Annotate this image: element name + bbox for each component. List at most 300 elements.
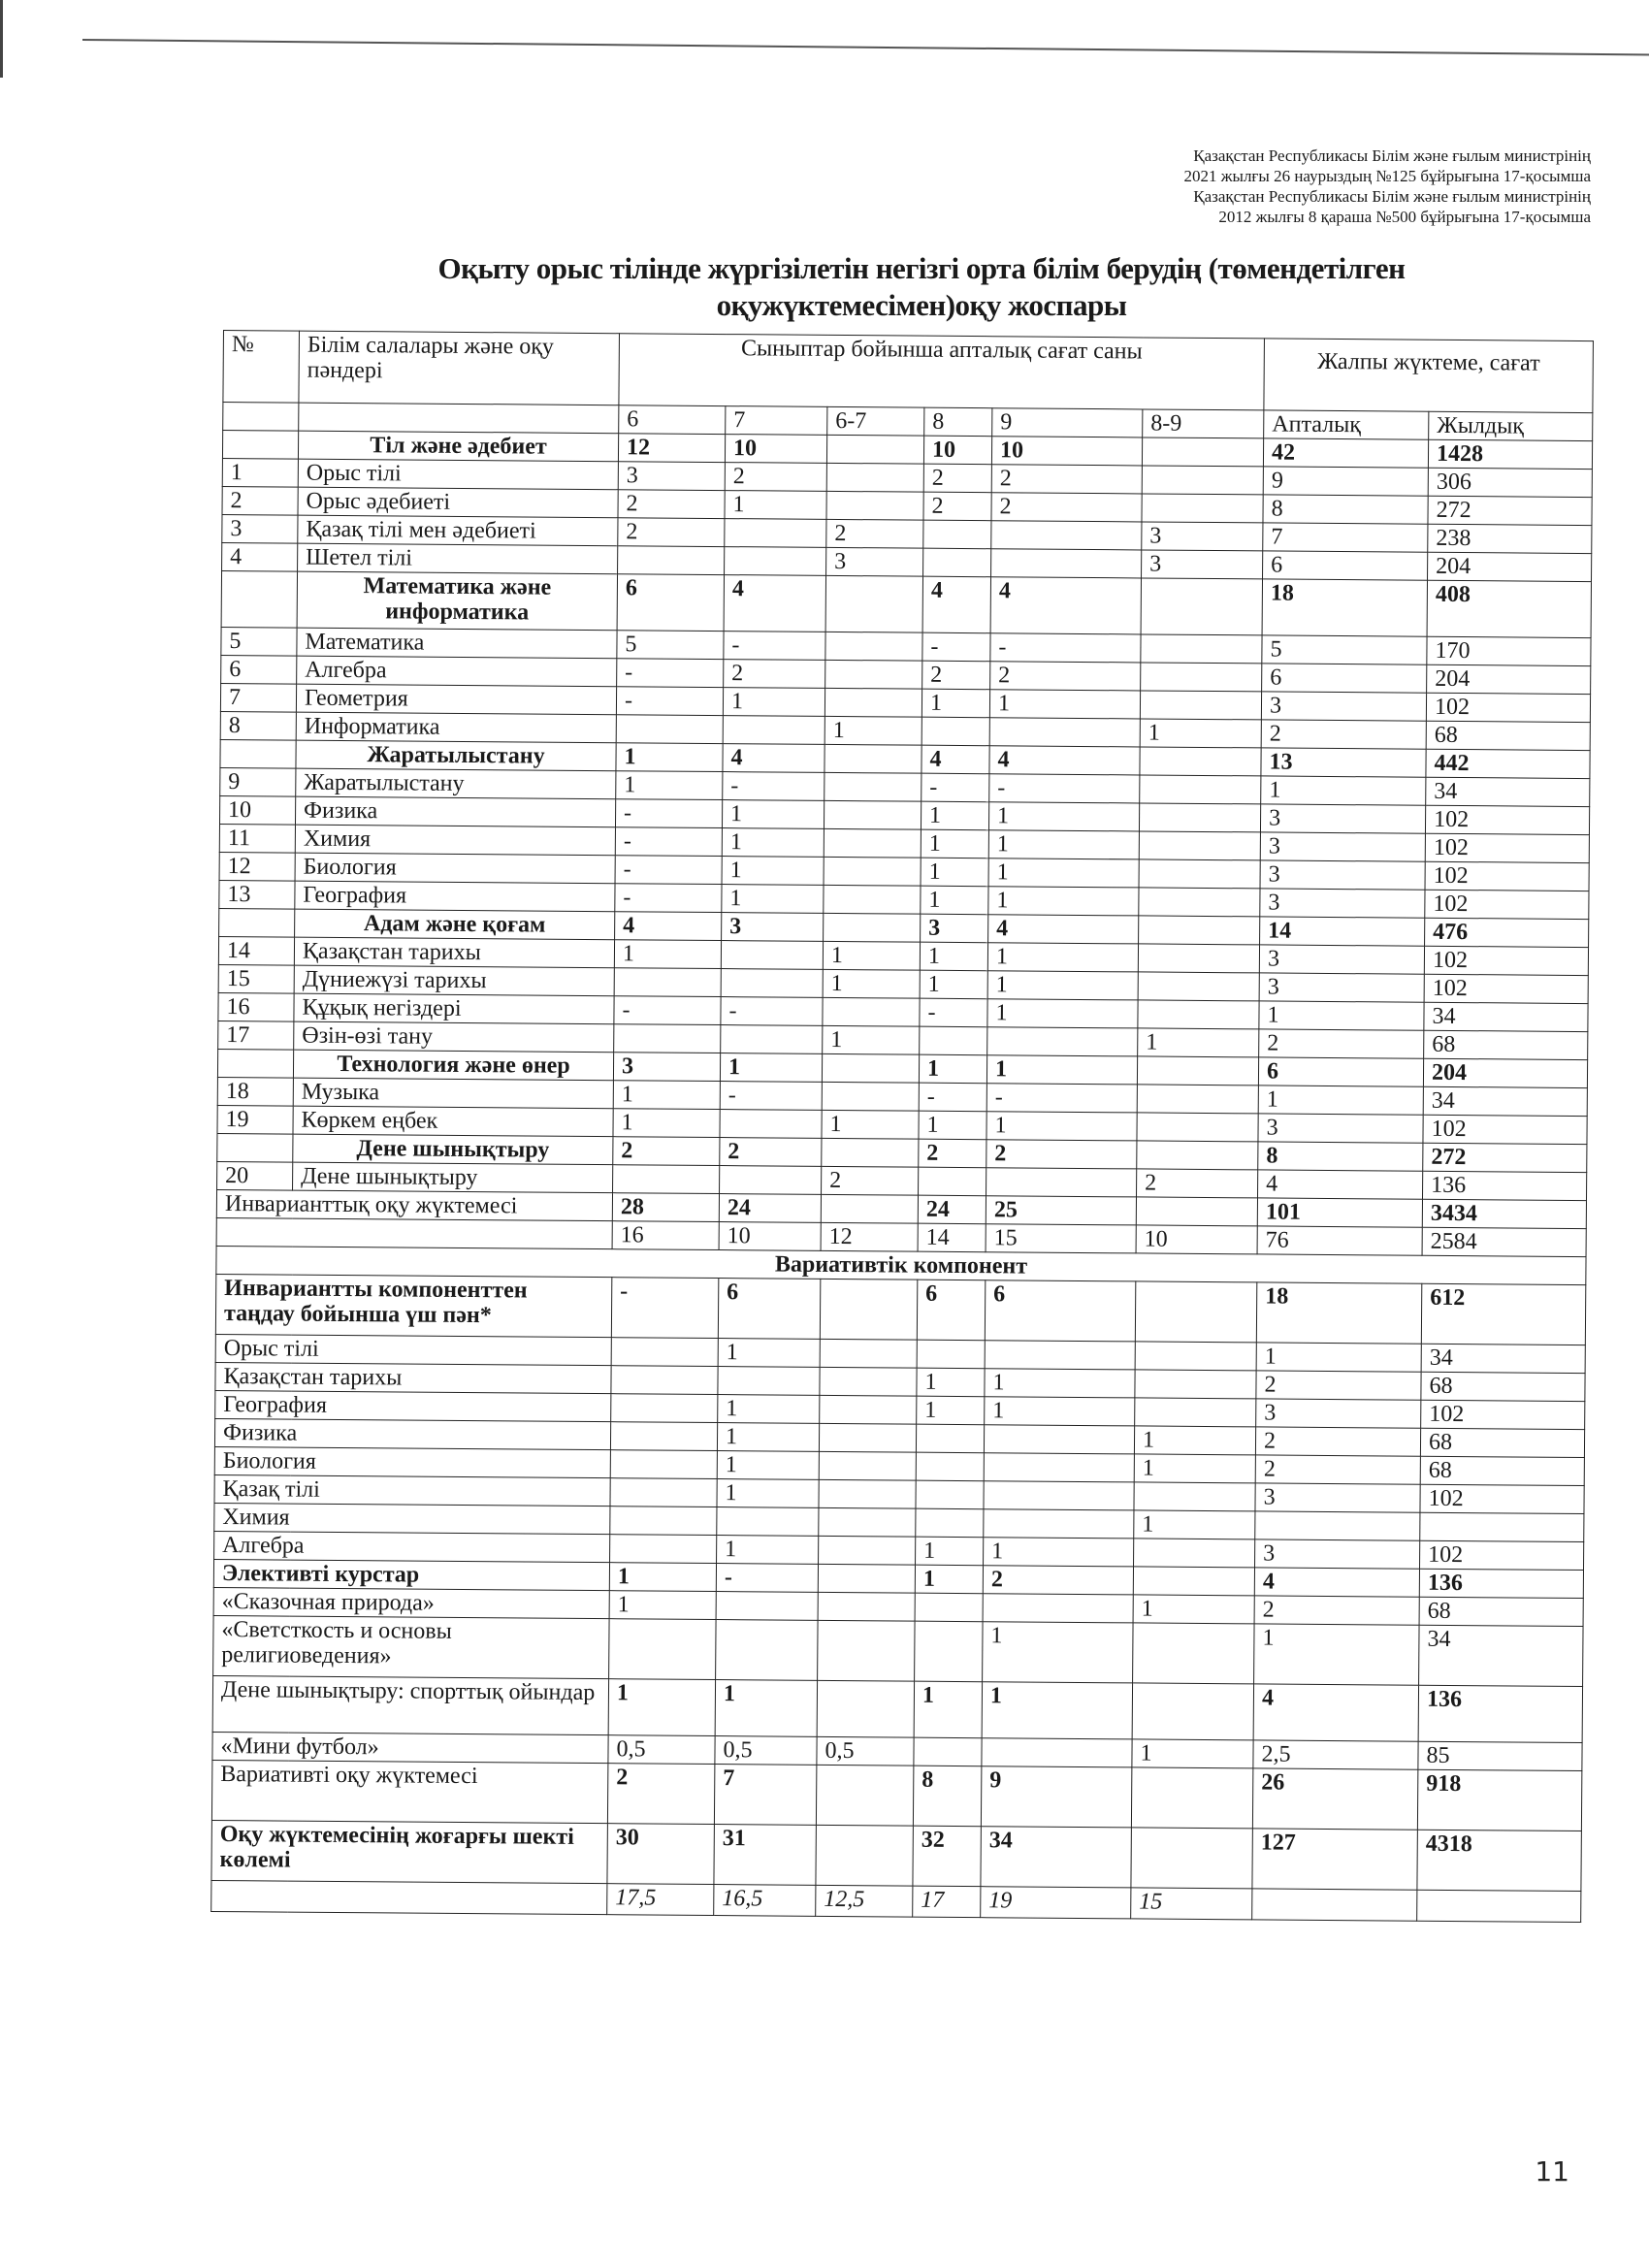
yearly-total-cell: 68 <box>1421 1372 1585 1401</box>
subject-name: Элективті курстар <box>213 1559 609 1590</box>
grade-hours-cell: - <box>986 1084 1137 1113</box>
grade-hours-cell: - <box>614 996 721 1025</box>
grade-hours-cell <box>1142 466 1263 495</box>
grade-hours-cell: 1 <box>616 771 723 800</box>
grade-hours-cell: 2 <box>618 518 725 547</box>
grade-hours-cell: 2 <box>923 492 991 521</box>
grade-hours-cell <box>825 660 922 689</box>
weekly-header: Апталық <box>1264 410 1429 439</box>
grade-hours-cell <box>1137 1141 1258 1170</box>
yearly-total-cell: 136 <box>1423 1171 1587 1200</box>
grade-hours-cell: 6 <box>718 1279 820 1340</box>
row-number: 3 <box>222 514 298 543</box>
yearly-total-cell: 102 <box>1424 974 1588 1003</box>
yearly-total-cell: 34 <box>1421 1344 1585 1373</box>
grade-hours-cell: 1 <box>1134 1454 1255 1483</box>
grade-hours-cell: 2 <box>983 1566 1133 1595</box>
grade-hours-cell <box>986 1168 1137 1197</box>
grade-hours-cell: 1 <box>985 1369 1135 1398</box>
grade-hours-cell <box>818 1564 915 1593</box>
grade-hours-cell <box>1132 1683 1254 1740</box>
grade-hours-cell: 1 <box>921 801 988 830</box>
grade-hours-cell <box>1142 437 1263 467</box>
weekly-total-cell: 2,5 <box>1253 1740 1418 1769</box>
grade-hours-cell: 4 <box>922 576 990 633</box>
yearly-total-cell: 1428 <box>1428 439 1592 469</box>
subject-name: Инварианттық оқу жүктемесі <box>216 1189 612 1220</box>
grade-hours-cell: 1 <box>823 1025 920 1054</box>
grade-hours-cell: 1 <box>986 1112 1137 1141</box>
grade-hours-cell: 3 <box>618 462 725 491</box>
grade-hours-cell <box>816 1765 913 1826</box>
weekly-total-cell: 2 <box>1256 1371 1421 1400</box>
subject-name: Музыка <box>293 1078 613 1109</box>
weekly-total-cell: 7 <box>1263 523 1428 552</box>
grade-hours-cell: 7 <box>714 1765 816 1826</box>
row-number <box>217 1133 293 1162</box>
yearly-total-cell: 102 <box>1423 1115 1587 1144</box>
grade-hours-cell: 3 <box>722 913 824 942</box>
subject-name: Дүниежүзі тарихы <box>294 965 614 996</box>
yearly-total-cell: 2584 <box>1422 1227 1586 1256</box>
grade-hours-cell: - <box>616 687 723 716</box>
grade-hours-cell: 2 <box>922 661 990 690</box>
grade-hours-cell: 1 <box>989 690 1140 719</box>
grade-hours-cell: 0,5 <box>608 1735 715 1765</box>
grade-hours-cell: 1 <box>715 1680 817 1737</box>
grade-hours-cell: 2 <box>826 519 923 548</box>
grade-hours-cell: - <box>723 772 824 801</box>
weekly-total-cell: 127 <box>1252 1829 1417 1890</box>
subject-name: Физика <box>295 796 615 827</box>
yearly-total-cell: 170 <box>1427 636 1591 665</box>
subject-name: Биология <box>214 1446 610 1477</box>
yearly-total-cell: 442 <box>1426 749 1590 778</box>
grade-hours-cell: - <box>615 799 722 828</box>
grade-hours-cell: - <box>922 773 989 802</box>
grade-hours-cell: 17,5 <box>607 1884 714 1916</box>
row-number <box>221 570 297 628</box>
weekly-total-cell: 4 <box>1253 1684 1418 1741</box>
yearly-total-cell: 272 <box>1428 496 1592 525</box>
grade-hours-cell: 28 <box>612 1193 719 1222</box>
grade-hours-cell: 2 <box>822 1166 919 1195</box>
grade-hours-cell: 12 <box>821 1222 918 1251</box>
appendix-note <box>1184 146 1591 227</box>
row-number: 12 <box>219 852 295 881</box>
grade-hours-cell <box>716 1620 818 1681</box>
row-number <box>220 739 296 768</box>
grade-header: 8-9 <box>1143 409 1264 438</box>
grade-hours-cell <box>609 1619 716 1680</box>
grade-hours-cell <box>820 1279 917 1340</box>
row-number: 4 <box>222 542 298 571</box>
weekly-total-cell: 3 <box>1256 1399 1421 1428</box>
grade-hours-cell: 1 <box>824 716 922 745</box>
grade-hours-cell: 1 <box>921 829 988 859</box>
grade-hours-cell <box>611 1394 718 1423</box>
grade-hours-cell: - <box>721 997 823 1026</box>
weekly-total-cell: 6 <box>1258 1057 1423 1086</box>
grade-hours-cell: 1 <box>915 1565 983 1594</box>
grade-hours-cell <box>983 1594 1133 1623</box>
row-number: 15 <box>218 964 294 993</box>
header-empty <box>299 403 619 434</box>
grade-hours-cell: 1 <box>917 1368 985 1397</box>
grade-hours-cell <box>824 857 921 886</box>
grade-hours-cell <box>916 1424 984 1453</box>
grade-hours-cell: - <box>617 659 724 688</box>
grade-hours-cell <box>915 1621 983 1682</box>
grade-hours-cell <box>725 519 826 548</box>
grade-hours-cell: 1 <box>609 1563 716 1592</box>
grade-hours-cell: 3 <box>921 914 988 943</box>
weekly-total-cell: 3 <box>1260 860 1425 890</box>
grade-hours-cell: 1 <box>722 800 824 829</box>
header-no: № <box>223 331 300 404</box>
weekly-total-cell: 13 <box>1261 748 1426 777</box>
yearly-total-cell: 102 <box>1425 833 1589 862</box>
weekly-total-cell: 101 <box>1257 1198 1422 1227</box>
grade-hours-cell: 4 <box>989 746 1140 775</box>
row-number: 17 <box>218 1021 294 1050</box>
document-title <box>291 250 1552 324</box>
grade-hours-cell: 1 <box>920 942 987 971</box>
grade-hours-cell <box>821 1194 918 1223</box>
subject-name: Көркем еңбек <box>293 1106 613 1137</box>
grade-hours-cell: 2 <box>720 1138 822 1167</box>
subject-name: Оқу жүктемесінің жоғарғы шекті көлемі <box>211 1820 607 1883</box>
title-line-2: оқужүктемесімен)оқу жоспары <box>716 288 1127 322</box>
grade-hours-cell <box>916 1452 984 1481</box>
yearly-total-cell: 68 <box>1426 721 1590 750</box>
subject-name: Биология <box>295 853 615 884</box>
grade-hours-cell: 1 <box>987 999 1138 1028</box>
grade-hours-cell <box>984 1509 1134 1539</box>
grade-hours-cell: 1 <box>985 1397 1135 1426</box>
subject-name: География <box>215 1390 611 1421</box>
grade-hours-cell: 2 <box>724 660 825 689</box>
subject-name: Дене шынықтыру <box>293 1162 613 1193</box>
grade-header: 8 <box>924 407 992 437</box>
grade-hours-cell <box>610 1450 717 1479</box>
weekly-total-cell: 1 <box>1261 776 1426 805</box>
grade-hours-cell <box>920 1026 987 1055</box>
subject-name: Орыс тілі <box>215 1334 611 1365</box>
weekly-total-cell: 4 <box>1258 1170 1423 1199</box>
grade-hours-cell <box>717 1507 819 1537</box>
grade-hours-cell: 16 <box>612 1221 719 1250</box>
subject-name: Қазақстан тарихы <box>215 1362 611 1393</box>
yearly-total-cell: 102 <box>1424 946 1588 975</box>
subject-name: Дене шынықтыру <box>293 1134 613 1165</box>
grade-hours-cell <box>818 1620 915 1681</box>
grade-hours-cell: 2 <box>990 662 1141 691</box>
weekly-total-cell: 3 <box>1260 889 1425 918</box>
grade-hours-cell <box>984 1425 1134 1454</box>
grade-hours-cell: 2 <box>725 463 826 492</box>
table-body <box>211 331 1594 1923</box>
row-number: 18 <box>217 1077 293 1106</box>
grade-hours-cell <box>824 688 922 717</box>
weekly-total-cell: 2 <box>1255 1455 1420 1484</box>
grade-hours-cell: 1 <box>722 885 824 914</box>
grade-header: 6 <box>619 405 726 435</box>
grade-hours-cell <box>1137 1056 1258 1085</box>
yearly-total-cell <box>1420 1512 1584 1541</box>
grade-hours-cell: 1 <box>1138 1028 1259 1057</box>
weekly-total-cell: 3 <box>1261 692 1426 721</box>
grade-hours-cell: 1 <box>922 689 989 718</box>
grade-hours-cell <box>1142 494 1263 523</box>
grade-hours-cell <box>716 1592 818 1621</box>
grade-hours-cell <box>721 941 823 970</box>
weekly-total-cell: 8 <box>1263 495 1428 524</box>
grade-hours-cell <box>1135 1398 1256 1427</box>
grade-hours-cell: 1 <box>984 1538 1134 1567</box>
yearly-total-cell: 102 <box>1426 805 1590 834</box>
grade-hours-cell: 1 <box>717 1479 819 1508</box>
weekly-total-cell: 26 <box>1252 1768 1417 1830</box>
subject-name: Информатика <box>296 712 616 743</box>
row-number: 20 <box>217 1161 293 1190</box>
grade-hours-cell: 1 <box>1134 1426 1255 1455</box>
grade-hours-cell: 1 <box>983 1622 1133 1683</box>
grade-hours-cell: 24 <box>719 1194 821 1223</box>
weekly-total-cell: 6 <box>1263 551 1428 580</box>
grade-hours-cell: 2 <box>618 490 725 519</box>
grade-hours-cell: 1 <box>1134 1510 1255 1539</box>
grade-hours-cell: 1 <box>1140 719 1261 748</box>
empty-cell <box>216 1217 612 1248</box>
grade-hours-cell <box>824 800 921 829</box>
yearly-total-cell: 102 <box>1425 861 1589 891</box>
weekly-total-cell: 1 <box>1254 1624 1419 1685</box>
grade-hours-cell <box>1135 1370 1256 1399</box>
subject-name: Инвариантты компоненттен таңдау бойынша үш пән* <box>215 1274 611 1337</box>
yearly-total-cell: 272 <box>1423 1143 1587 1172</box>
grade-hours-cell <box>989 718 1140 747</box>
grade-hours-cell: 2 <box>919 1139 986 1168</box>
weekly-total-cell <box>1252 1889 1417 1921</box>
yearly-total-cell: 85 <box>1418 1741 1582 1770</box>
weekly-total-cell: 4 <box>1254 1568 1419 1597</box>
weekly-total-cell <box>1255 1511 1420 1540</box>
grade-hours-cell <box>610 1478 717 1507</box>
grade-hours-cell <box>720 1166 822 1195</box>
grade-hours-cell: 4 <box>724 575 825 632</box>
header-empty <box>223 403 299 432</box>
yearly-total-cell: 34 <box>1426 777 1590 806</box>
grade-hours-cell: 19 <box>981 1887 1131 1919</box>
row-number: 8 <box>220 711 296 740</box>
grade-hours-cell <box>610 1422 717 1451</box>
grade-hours-cell: 1 <box>823 969 920 998</box>
grade-hours-cell: - <box>611 1278 718 1339</box>
subject-name: Орыс әдебиеті <box>298 487 618 518</box>
row-number: 10 <box>219 795 295 825</box>
grade-hours-cell <box>1138 944 1259 973</box>
grade-hours-cell: 4 <box>723 744 824 773</box>
grade-header: 6-7 <box>827 406 924 436</box>
grade-hours-cell: 1 <box>982 1682 1132 1739</box>
grade-hours-cell: - <box>920 998 987 1027</box>
grade-hours-cell: 4 <box>615 912 722 941</box>
grade-hours-cell: - <box>716 1564 818 1593</box>
grade-hours-cell <box>923 520 991 549</box>
grade-hours-cell <box>1136 1197 1257 1226</box>
grade-hours-cell <box>914 1737 982 1766</box>
grade-hours-cell: 1 <box>988 802 1139 831</box>
grade-hours-cell <box>1139 888 1260 917</box>
yearly-total-cell: 3434 <box>1422 1199 1586 1228</box>
grade-hours-cell <box>1138 972 1259 1001</box>
row-number: 14 <box>218 936 294 965</box>
grade-hours-cell <box>991 549 1142 578</box>
grade-hours-cell <box>720 1110 822 1139</box>
grade-hours-cell <box>618 546 725 575</box>
grade-hours-cell <box>818 1592 915 1621</box>
grade-hours-cell: 1 <box>717 1536 819 1565</box>
header-weekly-by-grade: Сыныптар бойынша апталық сағат саны <box>619 334 1265 410</box>
grade-hours-cell <box>820 1395 917 1424</box>
subject-name: Шетел тілі <box>298 543 618 574</box>
grade-hours-cell <box>1137 1113 1258 1142</box>
row-number: 16 <box>218 992 294 1021</box>
grade-hours-cell <box>822 1053 919 1083</box>
row-number: 6 <box>221 655 297 684</box>
grade-hours-cell: - <box>720 1082 822 1111</box>
row-number: 19 <box>217 1105 293 1134</box>
yearly-total-cell: 102 <box>1426 693 1590 722</box>
subject-name: Алгебра <box>214 1531 610 1562</box>
grade-hours-cell <box>824 772 922 801</box>
grade-hours-cell: 2 <box>607 1764 714 1825</box>
grade-hours-cell: 1 <box>616 743 723 772</box>
grade-hours-cell: 1 <box>822 1110 919 1139</box>
grade-hours-cell: 1 <box>718 1339 820 1368</box>
grade-hours-cell: 1 <box>987 971 1138 1000</box>
grade-hours-cell <box>826 435 923 464</box>
row-number: 13 <box>219 880 295 909</box>
subject-name: Химия <box>295 825 615 856</box>
weekly-total-cell: 2 <box>1261 720 1426 749</box>
grade-hours-cell: 34 <box>981 1827 1131 1888</box>
grade-hours-cell: 14 <box>918 1223 986 1252</box>
grade-hours-cell <box>826 491 923 520</box>
grade-hours-cell: - <box>919 1083 986 1112</box>
weekly-total-cell: 5 <box>1262 635 1427 664</box>
weekly-total-cell: 3 <box>1259 945 1424 974</box>
weekly-total-cell: 3 <box>1260 832 1425 861</box>
yearly-total-cell: 34 <box>1419 1625 1583 1686</box>
subject-name: Жаратылыстану <box>296 740 616 771</box>
grade-hours-cell <box>1139 831 1260 860</box>
row-number: 9 <box>220 767 296 796</box>
grade-hours-cell: 1 <box>725 491 826 520</box>
weekly-total-cell: 2 <box>1255 1427 1420 1456</box>
row-number <box>217 1049 293 1078</box>
grade-hours-cell <box>1139 803 1260 832</box>
weekly-total-cell: 18 <box>1256 1282 1421 1344</box>
grade-hours-cell <box>1134 1539 1255 1568</box>
grade-hours-cell <box>816 1825 913 1886</box>
weekly-total-cell: 3 <box>1255 1539 1420 1569</box>
grade-hours-cell <box>1133 1623 1255 1684</box>
grade-hours-cell: 12,5 <box>816 1885 913 1917</box>
page-number: 11 <box>1535 2155 1569 2187</box>
grade-hours-cell: - <box>615 856 722 885</box>
yearly-total-cell: 136 <box>1419 1569 1583 1598</box>
grade-hours-cell: 2 <box>613 1137 720 1166</box>
weekly-total-cell: 42 <box>1263 438 1428 468</box>
grade-hours-cell <box>1139 916 1260 945</box>
grade-hours-cell <box>1134 1482 1255 1511</box>
yearly-header: Жылдық <box>1429 411 1593 440</box>
grade-hours-cell: 24 <box>918 1195 986 1224</box>
subject-name: Геометрия <box>296 684 616 715</box>
grade-hours-cell: 2 <box>991 493 1142 522</box>
row-number: 5 <box>221 627 297 656</box>
grade-hours-cell: 1 <box>717 1423 819 1452</box>
grade-hours-cell: 10 <box>725 435 826 464</box>
grade-hours-cell: 1 <box>988 830 1139 859</box>
grade-hours-cell: 1 <box>718 1395 820 1424</box>
scan-edge <box>0 0 3 78</box>
grade-hours-cell: 1 <box>988 887 1139 916</box>
grade-hours-cell: - <box>989 774 1140 803</box>
subject-name: Математика <box>297 628 617 659</box>
grade-hours-cell: 8 <box>913 1766 981 1827</box>
grade-hours-cell <box>718 1367 820 1396</box>
grade-hours-cell: 1 <box>1132 1739 1253 1768</box>
grade-hours-cell: 16,5 <box>714 1885 816 1917</box>
subject-name: Алгебра <box>297 656 617 687</box>
yearly-total-cell: 68 <box>1420 1456 1584 1485</box>
row-number: 11 <box>219 824 295 853</box>
subject-name: «Мини футбол» <box>212 1732 608 1763</box>
grade-hours-cell: 3 <box>1142 550 1263 579</box>
grade-hours-cell <box>822 1138 919 1167</box>
grade-hours-cell <box>613 1165 720 1194</box>
weekly-total-cell: 76 <box>1257 1226 1422 1255</box>
grade-hours-cell <box>984 1453 1134 1482</box>
grade-hours-cell: 9 <box>981 1766 1131 1828</box>
yearly-total-cell: 136 <box>1418 1685 1582 1742</box>
subject-name: Орыс тілі <box>298 459 618 490</box>
grade-hours-cell: 2 <box>1137 1169 1258 1198</box>
grade-hours-cell <box>610 1507 717 1536</box>
grade-hours-cell <box>984 1481 1134 1510</box>
grade-hours-cell <box>817 1680 914 1737</box>
yearly-total-cell: 102 <box>1421 1400 1585 1429</box>
yearly-total-cell: 102 <box>1420 1540 1584 1570</box>
subject-name: Физика <box>214 1418 610 1449</box>
grade-hours-cell <box>1137 1085 1258 1114</box>
grade-hours-cell <box>611 1366 718 1395</box>
grade-hours-cell: 2 <box>986 1140 1137 1169</box>
grade-hours-cell <box>611 1338 718 1367</box>
grade-hours-cell: - <box>724 632 825 661</box>
subject-name: Қазақ тілі <box>214 1474 610 1506</box>
grade-hours-cell <box>922 717 989 746</box>
yearly-total-cell: 612 <box>1421 1283 1585 1345</box>
grade-hours-cell <box>823 997 920 1026</box>
grade-hours-cell <box>616 715 723 744</box>
grade-hours-cell: 10 <box>719 1222 821 1251</box>
grade-header: 7 <box>726 406 827 436</box>
grade-hours-cell <box>917 1340 985 1369</box>
